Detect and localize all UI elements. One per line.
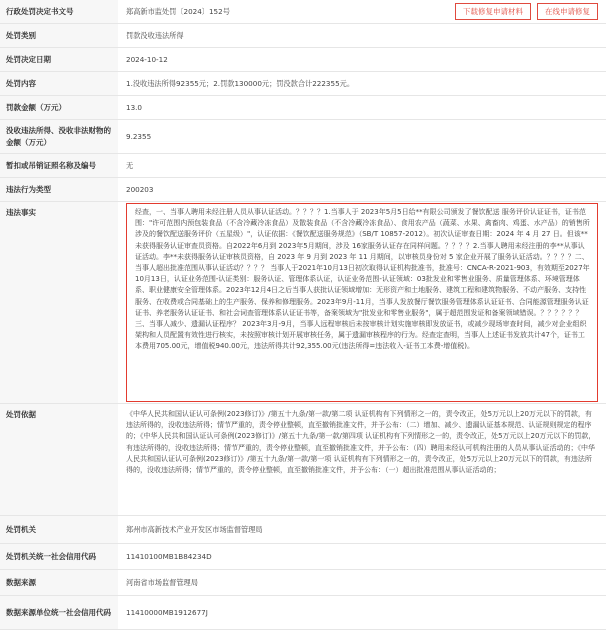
basis-label: 处罚依据 [0, 404, 118, 515]
fine-value: 13.0 [126, 102, 143, 112]
row-suspend [0, 154, 606, 178]
authority-label: 处罚机关 [0, 516, 118, 543]
basis-text: 《中华人民共和国认证认可条例(2023修订)》/第五十九条/第一款/第二项 认证机构有下列情形之一的，责令改正，处5万元以上20万元以下的罚款，有违法所得的，没收违法所得；情节严重的，责令停业整顿，直至撤销批准文件，并予公布：（二）增加、减少、遗漏认证基本规范、认证规则规定的程序的；《中华人民共和国认证认可条例(2023修订)》/第五十九条/第一款/第四项 认证机构有下列情形之一的，责令改正，处5万元以上20万元以下的罚款，有违法所得的，没收违法所得；情节严重的，责令停业整顿，直至撤销批准文件，并予公布：（四）聘用未经认可机构注册的人员从事认证活动的；《中华人民共和国认证认可条例(2023修订)》/第五十九条/第一款/第一项 认证机构有下列情形之一的，责令改正，处5万元以上20万元以下的罚款，有违法所得的，没收违法所得；情节严重的，责令停业整顿，直至撤销批准文件，并予公布：（一）超出批准范围从事认证活动的； [126, 410, 596, 474]
row-category [0, 24, 606, 48]
authority-code-label: 处罚机关统一社会信用代码 [0, 544, 118, 569]
date-label: 处罚决定日期 [0, 48, 118, 71]
suspend-value: 无 [126, 160, 134, 170]
source-code-value: 11410000MB1912677J [126, 607, 208, 617]
facts-text: 经查，一、当事人聘用未经注册人员从事认证活动。？？？？1.当事人于 2023年5月5日给**有限公司颁发了餐饮配送 服务评价认证证书，证书范围："许可范围内预包装食品（不含冷藏冷冻食品）及散装食品（不含冷藏冷冻食品）、食用农产品（蔬菜、水果、禽畜肉、鸡蛋、水产品）的销售所涉及的餐饮配送服务评价（五星级）"，认证依据：《餐饮配送服务规范》（SB/T 10857-2012）。初次认证审查日期：2024 年 4 月 27 日。但该**未获得服务认证审查员资格。自2022年6月到 2023年5月期间，涉及 16家服务认证存在同样问题。？？？？2.当事人聘用未经注册的李**从事认证活动。李**未获得服务认证审核员资格，自 2023 年 9 月到 2023 年 11 月期间，以审核员身份对 5 家企业开展了服务认证活动。？？？？二、当事人超出批准范围从事认证活动？？？？ 当事人于2021年10月13日初次取得认证机构批准书，批准号：CNCA-R-2021-903，有效期至2027年10月13日，认证业务范围-认证类别：服务认证、管理体系认证，认证业务范围-认证领域：03批发业和零售业服务、质量管理体系、环境管理体系、职业健康安全管理体系。2023年12月4日之后当事人获批认证领域增加：无形资产和土地服务、建筑工程和建筑物服务、不动产服务、支持性服务、在收费或合同基础上的生产服务、保养和修理服务。2023年9月-11月，当事人发放餐厅餐饮服务管理体系认证证书、合同能源管理服务认证证书、养老服务认证证书、和社会词查管理体系认证证书等，备案领域为"批发业和零售业服务"，属于超范围发证和备案领域错误。？？？？？？三、当事人减少、遗漏认证程序？ 2023年3月-9月，当事人远程审核后未按审核计划实施审核即发放证书，或减少现场审查时间，减少对企业组织架构和人员配置有效性进行核实，未按照审核计划开展审核任务，属于遗漏审核程序的行为。经查定查明，当事人上述证书发放共计47个，证书工本费用705.00元，增值税940.00元，违法所得共计92,355.00元(违法所得=违法收入-证书工本费-增值税)。 [135, 208, 590, 351]
download-repair-materials-button[interactable]: 下载修复申请材料 [455, 3, 531, 20]
violation-type-value: 200203 [126, 184, 154, 194]
source-label: 数据来源 [0, 570, 118, 595]
content-value: 1.没收违法所得92355元；2.罚款130000元；罚没款合计222355元。 [126, 78, 355, 88]
category-value: 罚款没收违法所得 [126, 30, 184, 40]
source-code-label: 数据来源单位统一社会信用代码 [0, 596, 118, 629]
facts-highlight-box [126, 203, 598, 402]
fine-label: 罚款金额（万元） [0, 96, 118, 119]
source-value: 河南省市场监督管理局 [126, 577, 198, 587]
content-label: 处罚内容 [0, 72, 118, 95]
authority-code-value: 11410100MB1B84234D [126, 551, 212, 561]
row-facts [0, 202, 606, 404]
decision-no-label: 行政处罚决定书文号 [0, 0, 118, 23]
confiscation-value: 9.2355 [126, 131, 152, 141]
row-content [0, 72, 606, 96]
row-source [0, 570, 606, 596]
online-repair-apply-button[interactable]: 在线申请修复 [537, 3, 598, 20]
category-label: 处罚类别 [0, 24, 118, 47]
date-value: 2024-10-12 [126, 54, 168, 64]
row-fine [0, 96, 606, 120]
confiscation-label: 没收违法所得、没收非法财物的金额（万元） [0, 120, 118, 153]
suspend-label: 暂扣或吊销证照名称及编号 [0, 154, 118, 177]
decision-no-value: 郑高新市监处罚〔2024〕152号 [126, 6, 230, 16]
row-violation-type [0, 178, 606, 202]
row-basis [0, 404, 606, 516]
row-authority-code [0, 544, 606, 570]
row-decision-no [0, 0, 606, 24]
facts-label: 违法事实 [0, 202, 118, 403]
row-authority [0, 516, 606, 544]
row-source-code [0, 596, 606, 630]
authority-value: 郑州市高新技术产业开发区市场监督管理局 [126, 524, 263, 534]
row-date [0, 48, 606, 72]
violation-type-label: 违法行为类型 [0, 178, 118, 201]
row-confiscation [0, 120, 606, 154]
